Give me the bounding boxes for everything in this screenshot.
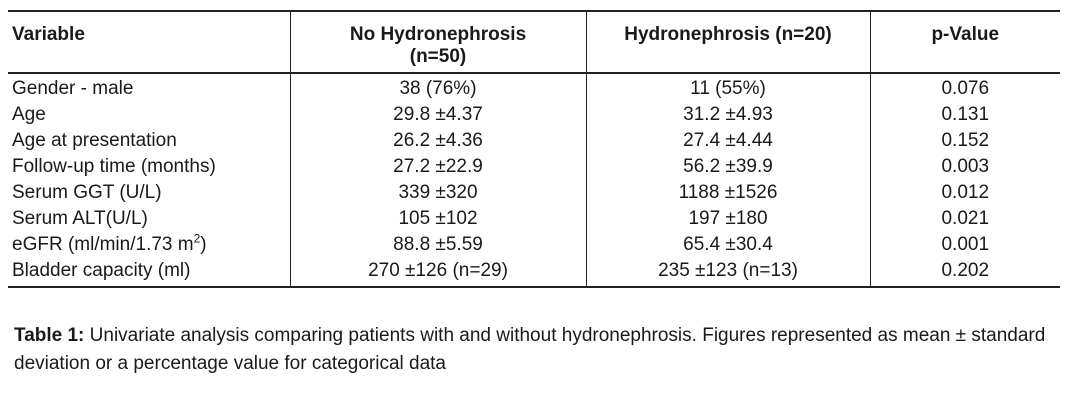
- cell-variable: [8, 180, 290, 206]
- header-no-hydronephrosis-label: No Hydronephrosis: [349, 24, 527, 45]
- cell-no-hydronephrosis: 339 ±320: [290, 180, 586, 206]
- cell-variable: [8, 206, 290, 232]
- cell-hydronephrosis: 56.2 ±39.9: [586, 154, 870, 180]
- univariate-analysis-table: [8, 10, 1060, 288]
- cell-no-hydronephrosis: 270 ±126 (n=29): [290, 258, 586, 287]
- cell-no-hydronephrosis: 26.2 ±4.36: [290, 128, 586, 154]
- cell-variable: [8, 73, 290, 102]
- cell-no-hydronephrosis: 27.2 ±22.9: [290, 154, 586, 180]
- table-row: [8, 102, 1060, 128]
- cell-variable: [8, 258, 290, 287]
- header-no-hydronephrosis-n: (n=50): [409, 46, 467, 67]
- cell-variable-text: Follow-up time (months): [12, 156, 216, 177]
- header-row: [8, 11, 1060, 73]
- cell-p-value: 0.152: [941, 130, 990, 151]
- cell-hydronephrosis: 197 ±180: [586, 206, 870, 232]
- cell-variable-text: Gender - male: [12, 78, 134, 99]
- cell-p-value: 0.001: [941, 234, 990, 255]
- header-variable: Variable: [8, 11, 290, 73]
- cell-variable: [8, 102, 290, 128]
- cell-hydronephrosis: 235 ±123 (n=13): [586, 258, 870, 287]
- cell-hydronephrosis: 31.2 ±4.93: [586, 102, 870, 128]
- cell-variable-text: Age at presentation: [12, 130, 177, 151]
- cell-variable: [8, 232, 290, 258]
- table-row: [8, 232, 1060, 258]
- cell-no-hydronephrosis: 29.8 ±4.37: [290, 102, 586, 128]
- table-header: [8, 11, 1060, 73]
- cell-variable-text: Serum GGT (U/L): [12, 182, 162, 203]
- cell-hydronephrosis: 27.4 ±4.44: [586, 128, 870, 154]
- cell-variable-superscript: 2: [193, 231, 201, 246]
- cell-variable-text: Age: [12, 104, 46, 125]
- cell-variable: [8, 154, 290, 180]
- cell-hydronephrosis: 11 (55%): [586, 73, 870, 102]
- cell-p-value: 0.076: [941, 78, 990, 99]
- table-row: [8, 180, 1060, 206]
- cell-p-value: 0.003: [941, 156, 990, 177]
- cell-p-value: 0.131: [941, 104, 990, 125]
- caption-text: Univariate analysis comparing patients with and without hydronephrosis. Figures represented as mean ± standard deviation or a percentage value for categorical data: [14, 325, 1046, 374]
- table-caption: [14, 322, 1064, 378]
- table-row: [8, 73, 1060, 102]
- cell-variable-text: eGFR (ml/min/1.73 m: [12, 234, 194, 255]
- cell-hydronephrosis: 65.4 ±30.4: [586, 232, 870, 258]
- table-body: [8, 73, 1060, 287]
- header-hydronephrosis: Hydronephrosis (n=20): [586, 11, 870, 73]
- cell-hydronephrosis: 1188 ±1526: [586, 180, 870, 206]
- table-row: [8, 154, 1060, 180]
- cell-p-value: 0.021: [941, 208, 990, 229]
- table-row: [8, 206, 1060, 232]
- cell-no-hydronephrosis: 105 ±102: [290, 206, 586, 232]
- cell-variable: [8, 128, 290, 154]
- cell-p-value: 0.012: [941, 182, 990, 203]
- table-row: [8, 258, 1060, 287]
- header-p-value: p-Value: [870, 11, 1060, 73]
- results-table-container: [8, 10, 1060, 288]
- cell-p-value: 0.202: [870, 258, 1060, 287]
- header-no-hydronephrosis: [290, 11, 586, 73]
- cell-variable-tail: ): [200, 234, 207, 255]
- cell-no-hydronephrosis: 88.8 ±5.59: [290, 232, 586, 258]
- table-row: [8, 128, 1060, 154]
- caption-label: Table 1:: [14, 325, 85, 346]
- cell-no-hydronephrosis: 38 (76%): [290, 73, 586, 102]
- cell-variable-text: Bladder capacity (ml): [12, 260, 191, 281]
- cell-variable-text: Serum ALT(U/L): [12, 208, 148, 229]
